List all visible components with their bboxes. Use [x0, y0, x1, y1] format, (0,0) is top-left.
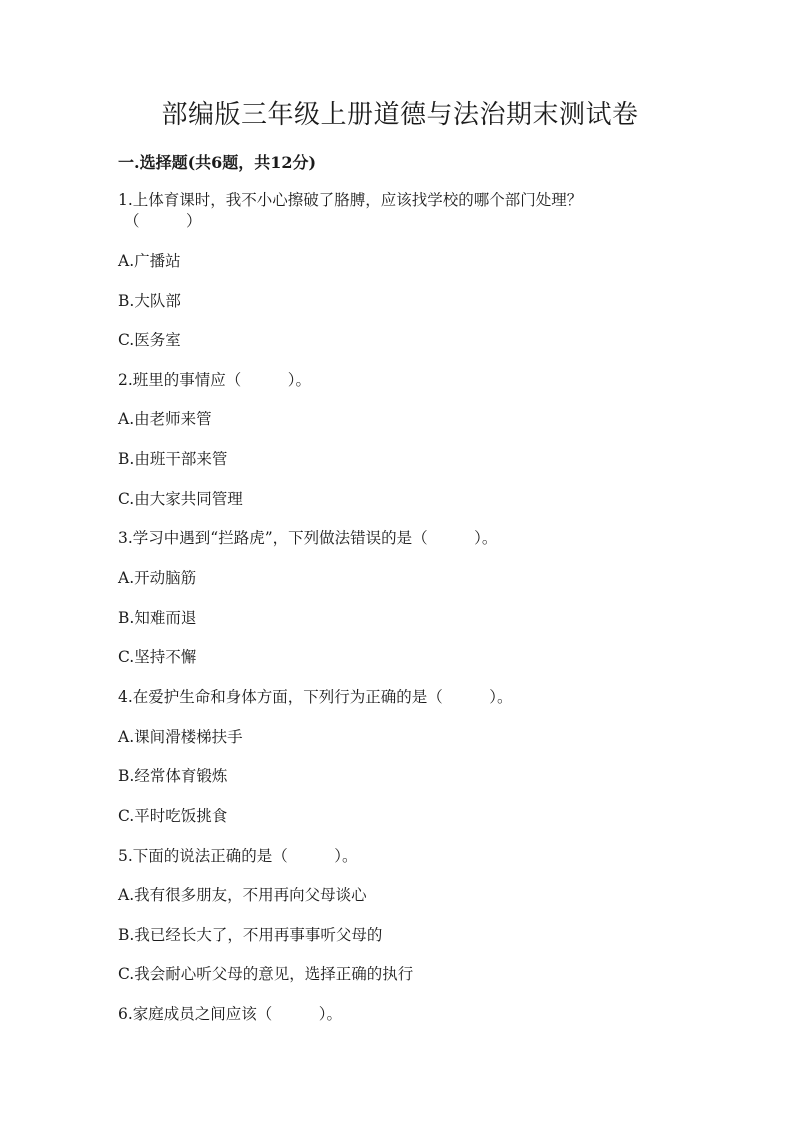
- section-heading: 一.选择题(共6题，共12分): [118, 153, 317, 172]
- question-1-option-c: C.医务室: [118, 331, 181, 349]
- question-2-stem: 2.班里的事情应（ ）。: [118, 371, 312, 389]
- question-6-stem: 6.家庭成员之间应该（ ）。: [118, 1005, 343, 1023]
- question-3-option-c: C.坚持不懈: [118, 648, 197, 666]
- question-4-stem: 4.在爱护生命和身体方面，下列行为正确的是（ ）。: [118, 688, 513, 706]
- question-4-option-b: B.经常体育锻炼: [118, 767, 228, 785]
- question-4-option-c: C.平时吃饭挑食: [118, 807, 228, 825]
- question-5-stem: 5.下面的说法正确的是（ ）。: [118, 847, 358, 865]
- question-2-option-b: B.由班干部来管: [118, 450, 228, 468]
- question-3-option-a: A.开动脑筋: [118, 569, 197, 587]
- question-5-option-a: A.我有很多朋友，不用再向父母谈心: [118, 886, 367, 904]
- question-3-stem: 3.学习中遇到“拦路虎”，下列做法错误的是（ ）。: [118, 529, 498, 547]
- document-title: 部编版三年级上册道德与法治期末测试卷: [161, 100, 639, 130]
- question-1-stem: 1.上体育课时，我不小心擦破了胳膊，应该找学校的哪个部门处理？: [118, 191, 583, 209]
- question-4-option-a: A.课间滑楼梯扶手: [118, 728, 243, 746]
- question-1-option-a: A.广播站: [118, 252, 181, 270]
- question-5-option-b: B.我已经长大了，不用再事事听父母的: [118, 926, 383, 944]
- question-3-option-b: B.知难而退: [118, 609, 197, 627]
- question-2-option-c: C.由大家共同管理: [118, 490, 243, 508]
- question-5-option-c: C.我会耐心听父母的意见，选择正确的执行: [118, 965, 414, 983]
- question-2-option-a: A.由老师来管: [118, 410, 212, 428]
- question-1-answer-blank: （ ）: [124, 212, 202, 230]
- question-1-option-b: B.大队部: [118, 292, 181, 310]
